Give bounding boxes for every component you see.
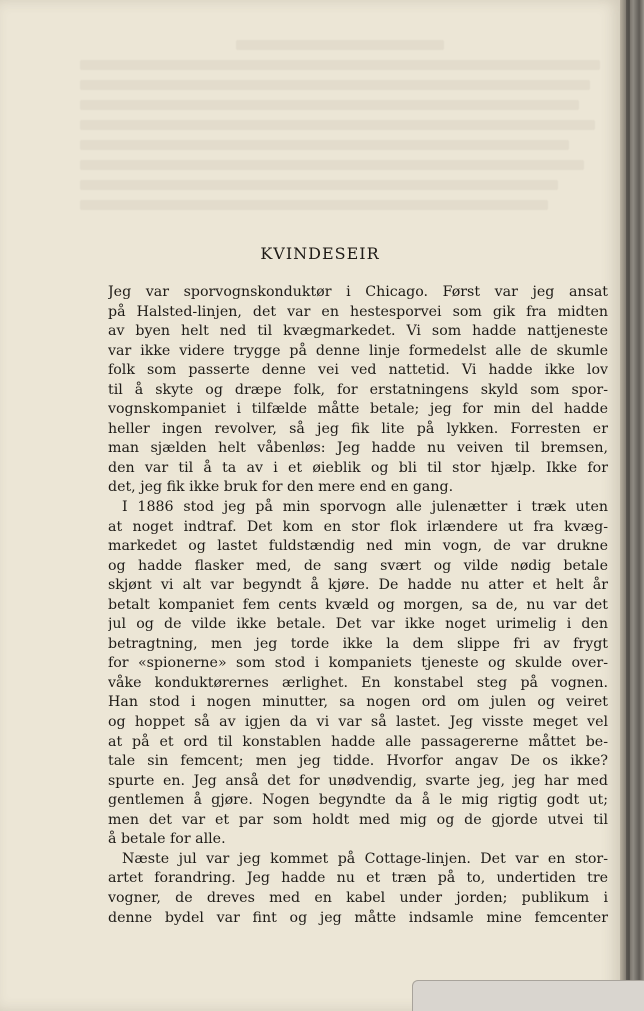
text-line: man sjælden helt våbenløs: Jeg hadde nu veiven til bremsen,	[108, 440, 608, 457]
text-line: gentlemen å gjøre. Nogen begyndte da å le mig rigtig godt ut;	[108, 792, 608, 809]
text-line: å betale for alle.	[108, 831, 226, 848]
text-line: heller ingen revolver, så jeg fik lite på lykken. Forresten er	[108, 420, 608, 437]
text-line: artet forandring. Jeg hadde nu et træn på to, undertiden tre	[108, 870, 608, 887]
text-line: at noget indtraf. Det kom en stor flok irlændere ut fra kvæg-	[108, 518, 608, 535]
page-edge-shadow	[626, 0, 630, 1011]
text-line: men det var et par som holdt med mig og de gjorde utvei til	[108, 811, 608, 828]
body-text	[108, 283, 608, 928]
text-line: og hadde flasker med, de sang svært og vilde nødig betale	[108, 557, 608, 574]
text-line: var ikke videre trygge på denne linje formedelst alle de skumle	[108, 342, 608, 359]
text-line: våke konduktørernes ærlighet. En konstabel steg på vognen.	[108, 674, 608, 691]
text-line: betragtning, men jeg torde ikke la dem slippe fri av frygt	[108, 635, 608, 652]
bottom-tab	[412, 980, 644, 1011]
text-line: Næste jul var jeg kommet på Cottage-linjen. Det var en stor-	[122, 850, 608, 867]
chapter-title: KVINDESEIR	[260, 244, 380, 263]
text-line: det, jeg fik ikke bruk for den mere end en gang.	[108, 479, 454, 496]
text-line: spurte en. Jeg anså det for unødvendig, svarte jeg, jeg har med	[108, 772, 608, 789]
text-line: jul og de vilde ikke betale. Det var ikke noget urimelig i den	[108, 616, 608, 633]
text-line: på Halsted-linjen, det var en hestesporvei som gik fra midten	[108, 303, 608, 320]
text-line: vognskompaniet i tilfælde måtte betale; jeg for min del hadde	[108, 401, 608, 418]
page-edge	[620, 0, 644, 1011]
text-line: I 1886 stod jeg på min sporvogn alle julenætter i træk uten	[122, 499, 608, 516]
text-line: den var til å ta av i et øieblik og bli til stor hjælp. Ikke for	[108, 459, 608, 476]
text-line: tale sin femcent; men jeg tidde. Hvorfor angav De os ikke?	[108, 753, 608, 770]
text-line: av byen helt ned til kvægmarkedet. Vi som hadde nattjeneste	[108, 323, 608, 340]
text-line: Han stod i nogen minutter, sa nogen ord om julen og veiret	[108, 694, 608, 711]
text-line: for «spionerne» som stod i kompaniets tjeneste og skulde over-	[108, 655, 608, 672]
text-line: skjønt vi alt var begyndt å kjøre. De hadde nu atter et helt år	[108, 577, 608, 594]
text-line: denne bydel var fint og jeg måtte indsamle mine femcenter	[108, 909, 608, 926]
text-line: til å skyte og dræpe folk, for erstatningens skyld som spor-	[108, 381, 608, 398]
text-line: markedet og lastet fuldstændig ned min vogn, de var drukne	[108, 538, 608, 555]
text-line: at på et ord til konstablen hadde alle passagererne måttet be-	[108, 733, 608, 750]
text-line: og hoppet så av igjen da vi var så lastet. Jeg visste meget vel	[108, 714, 608, 731]
text-line: vogner, de dreves med en kabel under jorden; publikum i	[108, 889, 608, 906]
text-line: betalt kompaniet fem cents kvæld og morgen, sa de, nu var det	[108, 596, 608, 613]
text-line: Jeg var sporvognskonduktør i Chicago. Først var jeg ansat	[108, 284, 608, 300]
text-line: folk som passerte denne vei ved nattetid. Vi hadde ikke lov	[108, 362, 608, 379]
